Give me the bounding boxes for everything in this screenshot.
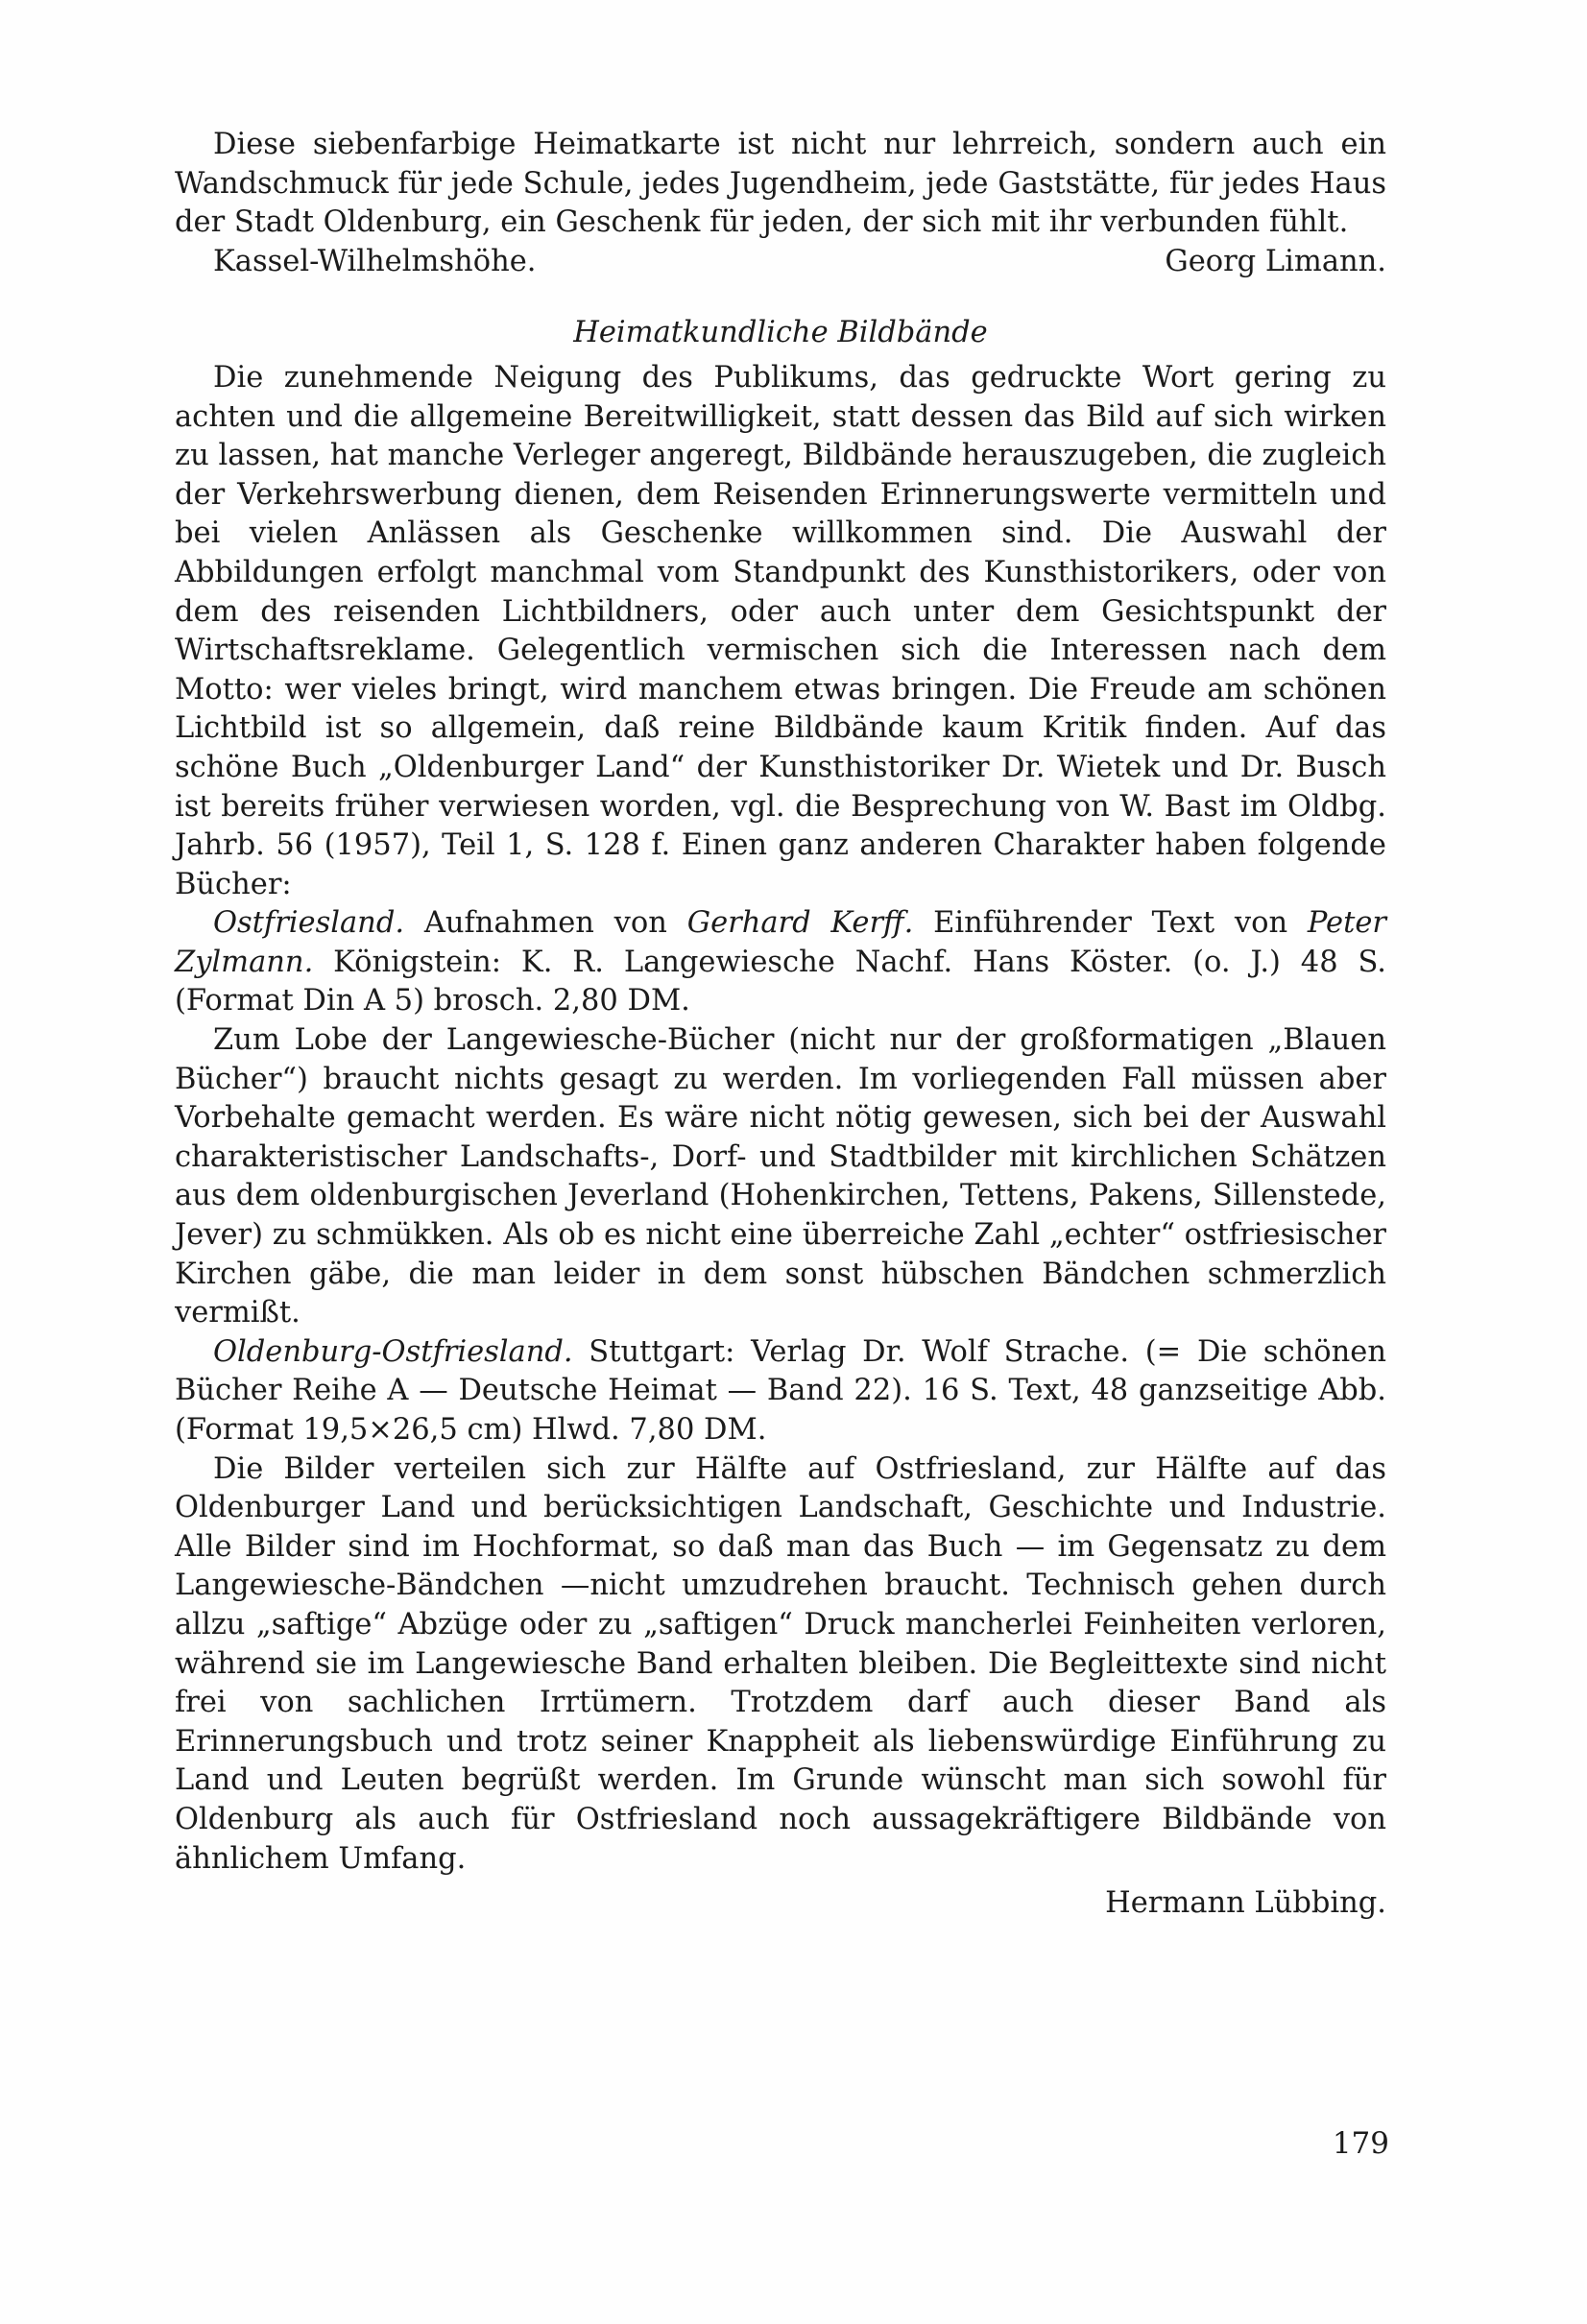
book1-rest: Königstein: K. R. Langewiesche Nachf. Hans Köster. (o. J.) 48 S. (Format Din A 5) brosch. 2,80 DM. <box>175 945 1386 1018</box>
intro-place: Kassel-Wilhelmshöhe. <box>213 244 537 278</box>
intro-author: Georg Limann. <box>1165 244 1386 278</box>
section-signature: Hermann Lübbing. <box>1105 1886 1386 1921</box>
book1-author: Peter Zylmann. <box>175 906 1386 979</box>
page-number: 179 <box>1332 2126 1389 2161</box>
book1-title: Ostfriesland. <box>213 906 405 941</box>
body-text <box>175 126 1386 1924</box>
section-paragraph-1: Die zunehmende Neigung des Publikums, das gedruckte Wort gering zu achten und die allgemeine Bereitwilligkeit, statt dessen das Bild auf sich wirken zu lassen, hat manche Verleger angeregt, Bildbände herauszugeben, die zugleich der Verkehrswerbung dienen, dem Reisenden Erinnerungswerte vermitteln und bei vielen Anlässen als Geschenke willkommen sind. Die Auswahl der Abbildungen erfolgt manchmal vom Standpunkt des Kunsthistorikers, oder von dem des reisenden Lichtbildners, oder auch unter dem Gesichtspunkt der Wirtschaftsreklame. Gelegentlich vermischen sich die Interessen nach dem Motto: wer vieles bringt, wird manchem etwas bringen. Die Freude am schönen Lichtbild ist so allgemein, daß reine Bildbände kaum Kritik finden. Auf das schöne Buch „Oldenburger Land“ der Kunsthistoriker Dr. Wietek und Dr. Busch ist bereits früher verwiesen worden, vgl. die Besprechung von W. Bast im Oldbg. Jahrb. 56 (1957), Teil 1, S. 128 f. Einen ganz anderen Charakter haben folgende Bücher: <box>175 360 1386 901</box>
section-paragraph-2: Zum Lobe der Langewiesche-Bücher (nicht nur der großformatigen „Blauen Bücher“) braucht nichts gesagt zu werden. Im vorliegenden Fall müssen aber Vorbehalte gemacht werden. Es wäre nicht nötig gewesen, sich bei der Auswahl charakteristischer Landschafts-, Dorf- und Stadtbilder mit kirchlichen Schätzen aus dem oldenburgischen Jeverland (Hohenkirchen, Tettens, Pakens, Sillenstede, Jever) zu schmükken. Als ob es nicht eine überreiche Zahl „echter“ ostfriesischer Kirchen gäbe, die man leider in dem sonst hübschen Bändchen schmerzlich vermißt. <box>175 1023 1386 1330</box>
section-paragraph-3: Die Bilder verteilen sich zur Hälfte auf Ostfriesland, zur Hälfte auf das Oldenburger Land und berücksichtigen Landschaft, Geschichte und Industrie. Alle Bilder sind im Hochformat, so daß man das Buch — im Gegensatz zu dem Langewiesche-Bändchen —nicht umzudrehen braucht. Technisch gehen durch allzu „saftige“ Abzüge oder zu „saftigen“ Druck mancherlei Feinheiten verloren, während sie im Langewiesche Band erhalten bleiben. Die Begleittexte sind nicht frei von sachlichen Irrtümern. Trotzdem darf auch dieser Band als Erinnerungsbuch und trotz seiner Knappheit als liebenswürdige Einführung zu Land und Leuten begrüßt werden. Im Grunde wünscht man sich sowohl für Oldenburg als auch für Ostfriesland noch aussagekräftigere Bildbände von ähnlichem Umfang. <box>175 1451 1386 1876</box>
book2-rest: Stuttgart: Verlag Dr. Wolf Strache. (= Die schönen Bücher Reihe A — Deutsche Heimat — Band 22). 16 S. Text, 48 ganzseitige Abb. (Format 19,5×26,5 cm) Hlwd. 7,80 DM. <box>175 1334 1386 1447</box>
section-heading: Heimatkundliche Bildbände <box>573 316 988 350</box>
intro-paragraph: Diese siebenfarbige Heimatkarte ist nicht nur lehrreich, sondern auch ein Wandschmuck für jede Schule, jedes Jugendheim, jede Gaststätte, für jedes Haus der Stadt Oldenburg, ein Geschenk für jeden, der sich mit ihr verbunden fühlt. <box>175 128 1386 240</box>
book2-title: Oldenburg-Ostfriesland. <box>213 1334 573 1369</box>
book1-mid2: Einführender Text von <box>913 906 1308 941</box>
intro-signoff <box>175 243 1386 282</box>
book1-photographer: Gerhard Kerff. <box>686 906 914 941</box>
book-entry-ostfriesland <box>175 904 1386 1021</box>
book1-mid1: Aufnahmen von <box>404 906 687 941</box>
book-entry-oldenburg-ostfriesland <box>175 1333 1386 1450</box>
